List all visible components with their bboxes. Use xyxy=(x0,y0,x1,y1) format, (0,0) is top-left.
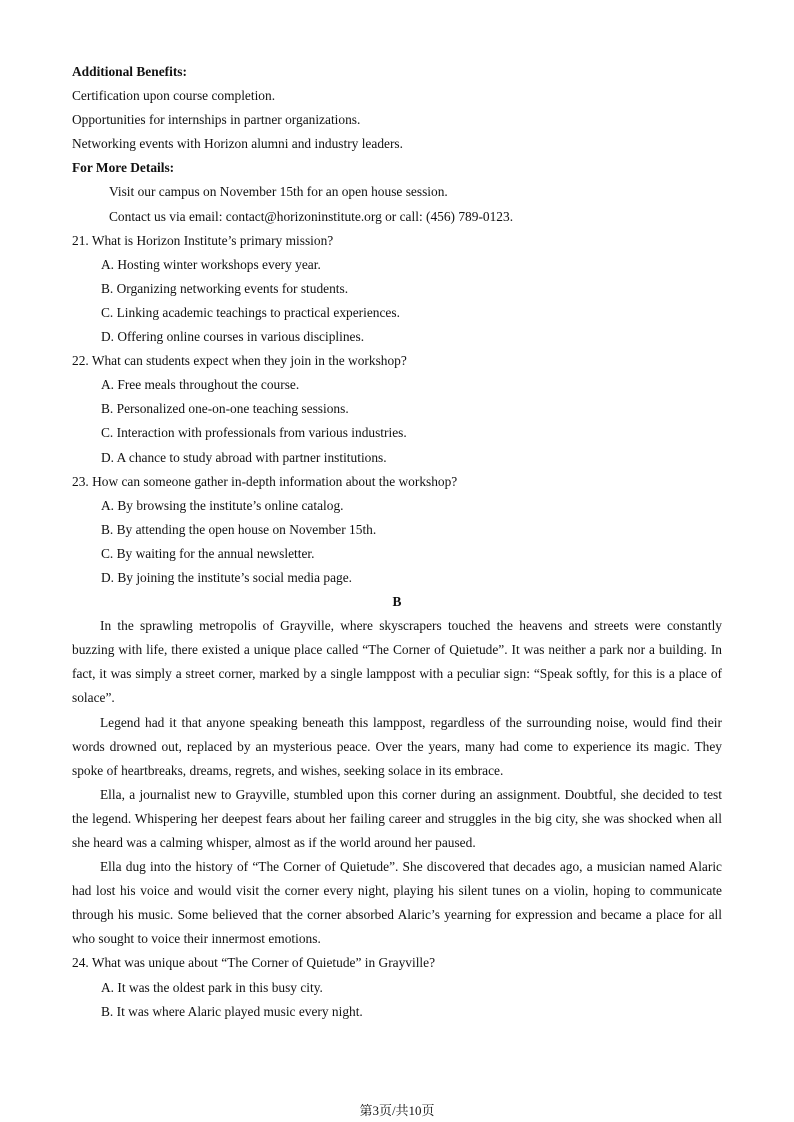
passage-paragraph: In the sprawling metropolis of Grayville, where skyscrapers touched the heavens and streets were constantly buzzing with life, there existed a unique place called “The Corner of Quietude”. It was neither a park nor a building. In fact, it was simply a street corner, marked by a single lamppost with a peculiar sign: “Speak softly, for this is a place of solace”. xyxy=(72,618,722,706)
answer-option: B. Personalized one-on-one teaching sessions. xyxy=(101,401,349,417)
passage-paragraph: Ella dug into the history of “The Corner of Quietude”. She discovered that decades ago, a musician named Alaric had lost his voice and would visit the corner every night, playing his silent tunes on a violin, hoping to communicate through his music. Some believed that the corner absorbed Alaric’s yearning for expression and became a place for all who sought to voice their innermost emotions. xyxy=(72,859,722,947)
passage-paragraph: Legend had it that anyone speaking beneath this lamppost, regardless of the surrounding noise, would find their words drowned out, replaced by an mysterious peace. Over the years, many had come to experience its magic. They spoke of heartbreaks, dreams, regrets, and wishes, seeking solace in its embrace. xyxy=(72,714,722,778)
section-b-heading: B xyxy=(392,594,402,610)
answer-option: B. By attending the open house on November 15th. xyxy=(101,521,377,537)
benefit-item: Opportunities for internships in partner organizations. xyxy=(72,112,361,128)
answer-option: B. Organizing networking events for students. xyxy=(101,280,349,296)
question-stem: 24. What was unique about “The Corner of Quietude” in Grayville? xyxy=(72,955,436,971)
answer-option: D. A chance to study abroad with partner institutions. xyxy=(101,449,387,465)
benefit-item: Certification upon course completion. xyxy=(72,88,276,104)
answer-option: D. Offering online courses in various disciplines. xyxy=(101,329,365,345)
answer-option: A. Hosting winter workshops every year. xyxy=(101,256,321,272)
answer-option: D. By joining the institute’s social media page. xyxy=(101,569,353,585)
contact-info: Contact us via email: contact@horizoninstitute.org or call: (456) 789-0123. xyxy=(109,208,514,224)
page-content xyxy=(72,60,722,1024)
question-24 xyxy=(72,951,722,1023)
answer-option: C. By waiting for the annual newsletter. xyxy=(101,545,315,561)
answer-option: C. Linking academic teachings to practical experiences. xyxy=(101,304,400,320)
answer-option: A. Free meals throughout the course. xyxy=(101,377,300,393)
open-house-note: Visit our campus on November 15th for an open house session. xyxy=(109,184,448,200)
answer-option: B. It was where Alaric played music every night. xyxy=(101,1003,363,1019)
answer-option: C. Interaction with professionals from various industries. xyxy=(101,425,407,441)
question-stem: 22. What can students expect when they join in the workshop? xyxy=(72,353,407,369)
benefits-heading: Additional Benefits: xyxy=(72,64,187,79)
page-number: 第3页/共10页 xyxy=(359,1103,435,1118)
question-stem: 23. How can someone gather in-depth information about the workshop? xyxy=(72,473,458,489)
question-23 xyxy=(72,470,722,590)
passage-paragraph: Ella, a journalist new to Grayville, stumbled upon this corner during an assignment. Doubtful, she decided to test the legend. Whispering her deepest fears about her failing career and struggles in the big city, she was shocked when all she heard was a calming whisper, almost as if the world around her paused. xyxy=(72,786,722,850)
answer-option: A. It was the oldest park in this busy city. xyxy=(101,979,323,995)
details-heading: For More Details: xyxy=(72,160,175,176)
question-22 xyxy=(72,349,722,469)
answer-option: A. By browsing the institute’s online catalog. xyxy=(101,497,344,513)
question-21 xyxy=(72,229,722,349)
benefit-item: Networking events with Horizon alumni and industry leaders. xyxy=(72,136,403,152)
question-stem: 21. What is Horizon Institute’s primary mission? xyxy=(72,232,334,248)
